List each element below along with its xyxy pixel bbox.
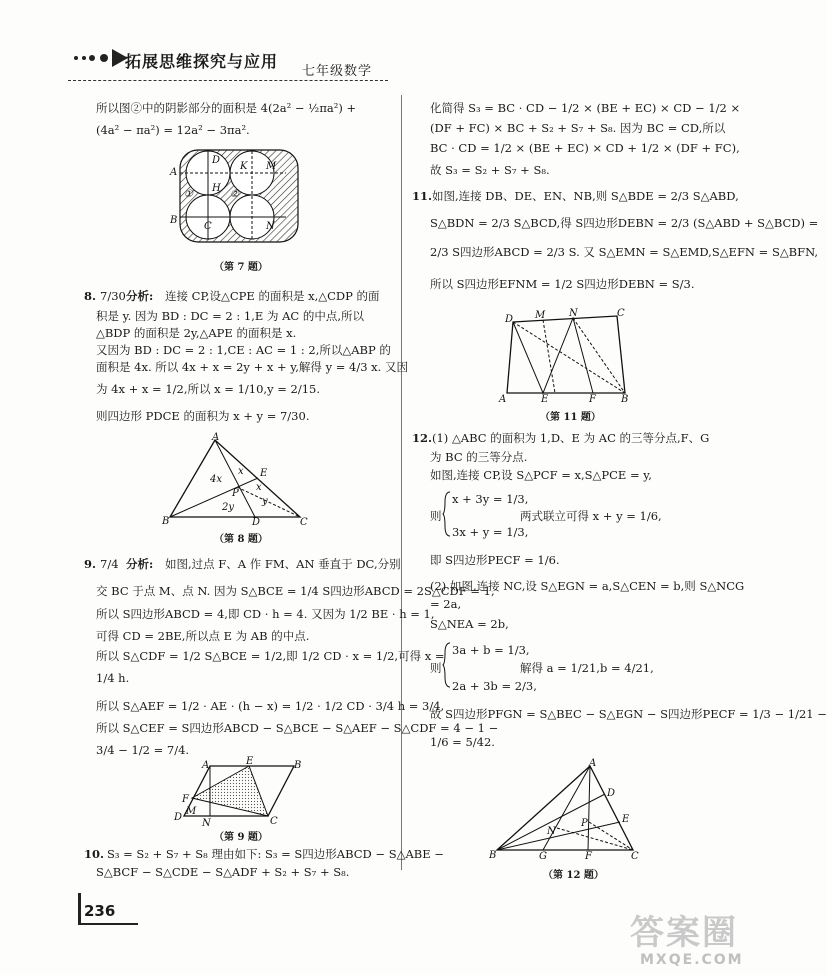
text-line: 可得 CD = 2BE,所以点 E 为 AB 的中点. xyxy=(96,629,310,643)
fig7-label: C xyxy=(204,221,212,232)
fig12-label: F xyxy=(585,851,592,862)
figure-caption: （第 9 题） xyxy=(214,832,268,843)
text-line: S△BDN = 2/3 S△BCD,得 S四边形DEBN = 2/3 (S△ABD + S△BCD) = xyxy=(430,216,819,230)
page-number-underline xyxy=(78,923,138,925)
text-line: 如图,过点 F、A 作 FM、AN 垂直于 DC,分别 xyxy=(165,557,401,571)
fig11-label: C xyxy=(617,308,625,319)
fig12-label: C xyxy=(631,851,639,862)
text-line: 即 S四边形PECF = 1/6. xyxy=(430,553,560,567)
watermark-url: MXQE.COM xyxy=(640,952,744,968)
text-line: 如图,连接 DB、DE、EN、NB,则 S△BDE = 2/3 S△ABD, xyxy=(432,189,739,203)
text-line: 面积是 4x. 所以 4x + x = 2y + x + y,解得 y = 4/3 x. 又因 xyxy=(96,360,408,374)
question-number: 8. xyxy=(84,289,97,303)
question-number: 12. xyxy=(412,431,433,445)
answer: 7/30 xyxy=(100,289,126,303)
question-number: 9. xyxy=(84,557,97,571)
fig7-label: M xyxy=(266,161,277,172)
text-line: △BDP 的面积是 2y,△APE 的面积是 x. xyxy=(96,326,297,340)
text-line: 所以 S△AEF = 1/2 · AE · (h − x) = 1/2 · 1/2 CD · 3/4 h = 3/4, xyxy=(96,699,445,713)
text-line: 1/4 h. xyxy=(96,671,130,685)
fig8-label: y xyxy=(262,496,268,507)
fig11-label: M xyxy=(535,310,546,321)
text-line: 故 S₃ = S₂ + S₇ + S₈. xyxy=(430,163,550,177)
fig12-label: N xyxy=(547,826,556,837)
text-line: 为 BC 的三等分点. xyxy=(430,450,528,464)
fig7-label: K xyxy=(240,161,248,172)
text-line: S△BCF − S△CDE − S△ADF + S₂ + S₇ + S₈. xyxy=(96,865,350,879)
fig11-label: F xyxy=(589,394,596,405)
fig12-label: A xyxy=(589,758,597,769)
fig7-label: D xyxy=(212,155,221,166)
figure-9 xyxy=(172,758,312,828)
figure-8 xyxy=(160,432,310,527)
fig9-label: M xyxy=(186,806,197,817)
figure-caption: （第 12 题） xyxy=(543,870,604,881)
fig8-label: 2y xyxy=(222,502,235,513)
fig9-label: D xyxy=(174,812,183,823)
fig7-label: A xyxy=(170,167,178,178)
fig8-label: A xyxy=(212,432,220,443)
header-title: 拓展思维探究与应用 xyxy=(125,52,279,71)
figure-caption: （第 8 题） xyxy=(214,534,268,545)
fig12-label: B xyxy=(489,850,497,861)
fig8-label: x xyxy=(256,482,262,493)
fig11-label: E xyxy=(541,394,549,405)
text-line: 2a + 3b = 2/3, xyxy=(452,679,537,693)
fig12-label: E xyxy=(622,814,630,825)
text-line: 所以 S四边形ABCD = 4,即 CD · h = 4. 又因为 1/2 BE · h = 1, xyxy=(96,607,435,621)
text-line: S₃ = S₂ + S₇ + S₈ 理由如下: S₃ = S四边形ABCD − S△ABE − xyxy=(107,847,444,861)
fig8-label: P xyxy=(232,488,239,499)
text-line: 积是 y. 因为 BD : DC = 2 : 1,E 为 AC 的中点,所以 xyxy=(96,309,365,323)
fig11-label: B xyxy=(621,394,629,405)
text-line: S△NEA = 2b, xyxy=(430,617,509,631)
fig9-label: E xyxy=(246,756,254,767)
text-line: 1/6 = 5/42. xyxy=(430,735,495,749)
fig7-label: ① xyxy=(184,189,193,200)
text-line: 为 4x + x = 1/2,所以 x = 1/10,y = 2/15. xyxy=(96,382,320,396)
watermark-logo: 答案圈 xyxy=(630,913,738,953)
figure-caption: （第 7 题） xyxy=(214,262,268,273)
analysis-tag: 分析: xyxy=(126,289,154,303)
fig11-label: D xyxy=(505,314,514,325)
fig9-label: A xyxy=(202,760,210,771)
text-line: 故 S四边形PFGN = S△BEC − S△EGN − S四边形PECF = 1/3 − 1/21 − xyxy=(430,707,827,721)
text-line: 则 xyxy=(430,661,442,675)
fig12-label: P xyxy=(581,818,588,829)
text-line: 则四边形 PDCE 的面积为 x + y = 7/30. xyxy=(96,409,310,423)
fig7-label: N xyxy=(266,221,275,232)
fig8-label: E xyxy=(260,468,268,479)
fig8-label: x xyxy=(238,466,244,477)
fig8-label: B xyxy=(162,516,170,527)
figure-caption: （第 11 题） xyxy=(540,412,601,423)
text-line: 交 BC 于点 M、点 N. 因为 S△BCE = 1/4 S四边形ABCD = 2S△CDF = 1, xyxy=(96,584,495,598)
text-line: 则 xyxy=(430,509,442,523)
text-line: 3a + b = 1/3, xyxy=(452,643,530,657)
text-line: 化简得 S₃ = BC · CD − 1/2 × (BE + EC) × CD − 1/2 × xyxy=(430,101,741,115)
text-line: (4a² − πa²) = 12a² − 3πa². xyxy=(96,123,250,137)
text-line: 如图,连接 CP,设 S△PCF = x,S△PCE = y, xyxy=(430,468,652,482)
question-number: 10. xyxy=(84,847,105,861)
text-line: 2/3 S四边形ABCD = 2/3 S. 又 S△EMN = S△EMD,S△EFN = S△BFN, xyxy=(430,245,819,259)
figure-12 xyxy=(485,760,640,865)
header-subtitle: 七年级数学 xyxy=(302,64,373,79)
text-line: (2) 如图,连接 NC,设 S△EGN = a,S△CEN = b,则 S△NCG xyxy=(430,579,745,593)
question-number: 11. xyxy=(412,189,433,203)
analysis-tag: 分析: xyxy=(126,557,154,571)
text-line: x + 3y = 1/3, xyxy=(452,492,529,506)
text-line: 3/4 − 1/2 = 7/4. xyxy=(96,743,190,757)
fig12-label: G xyxy=(539,851,547,862)
text-line: 3x + y = 1/3, xyxy=(452,525,529,539)
brace-icon xyxy=(442,641,452,689)
text-line: = 2a, xyxy=(430,597,462,611)
fig8-label: 4x xyxy=(210,474,223,485)
brace-icon xyxy=(442,490,452,538)
text-line: 解得 a = 1/21,b = 4/21, xyxy=(520,661,654,675)
fig9-label: B xyxy=(294,760,302,771)
fig12-label: D xyxy=(607,788,616,799)
text-line: BC · CD = 1/2 × (BE + EC) × CD + 1/2 × (DF + FC), xyxy=(430,141,740,155)
header-arrow-icon xyxy=(70,46,130,70)
answer: 7/4 xyxy=(100,557,119,571)
fig8-label: D xyxy=(252,517,261,528)
fig11-label: N xyxy=(569,308,578,319)
fig8-label: C xyxy=(300,517,308,528)
fig7-label: H xyxy=(212,183,221,194)
text-line: 连接 CP,设△CPE 的面积是 x,△CDP 的面 xyxy=(165,289,380,303)
text-line: 所以图②中的阴影部分的面积是 4(2a² − ½πa²) + xyxy=(96,101,357,115)
fig7-label: ② xyxy=(230,189,239,200)
figure-11 xyxy=(495,308,635,408)
text-line: 又因为 BD : DC = 2 : 1,CE : AC = 1 : 2,所以△ABP 的 xyxy=(96,343,391,357)
column-divider xyxy=(401,95,402,870)
fig9-label: C xyxy=(270,816,278,827)
fig9-label: F xyxy=(182,794,189,805)
fig11-label: A xyxy=(499,394,507,405)
text-line: 所以 S△CEF = S四边形ABCD − S△BCE − S△AEF − S△CDF = 4 − 1 − xyxy=(96,721,499,735)
page-number: 236 xyxy=(84,902,116,920)
page-number-bar xyxy=(78,893,81,923)
text-line: 两式联立可得 x + y = 1/6, xyxy=(520,509,662,523)
text-line: 所以 S△CDF = 1/2 S△BCE = 1/2,即 1/2 CD · x = 1/2,可得 x = xyxy=(96,649,445,663)
text-line: (1) △ABC 的面积为 1,D、E 为 AC 的三等分点,F、G xyxy=(432,431,710,445)
fig7-label: B xyxy=(170,215,178,226)
text-line: 所以 S四边形EFNM = 1/2 S四边形DEBN = S/3. xyxy=(430,277,695,291)
fig9-label: N xyxy=(202,818,211,829)
figure-7 xyxy=(168,145,308,250)
text-line: (DF + FC) × BC + S₂ + S₇ + S₈. 因为 BC = CD,所以 xyxy=(430,121,726,135)
header-divider xyxy=(68,80,388,81)
